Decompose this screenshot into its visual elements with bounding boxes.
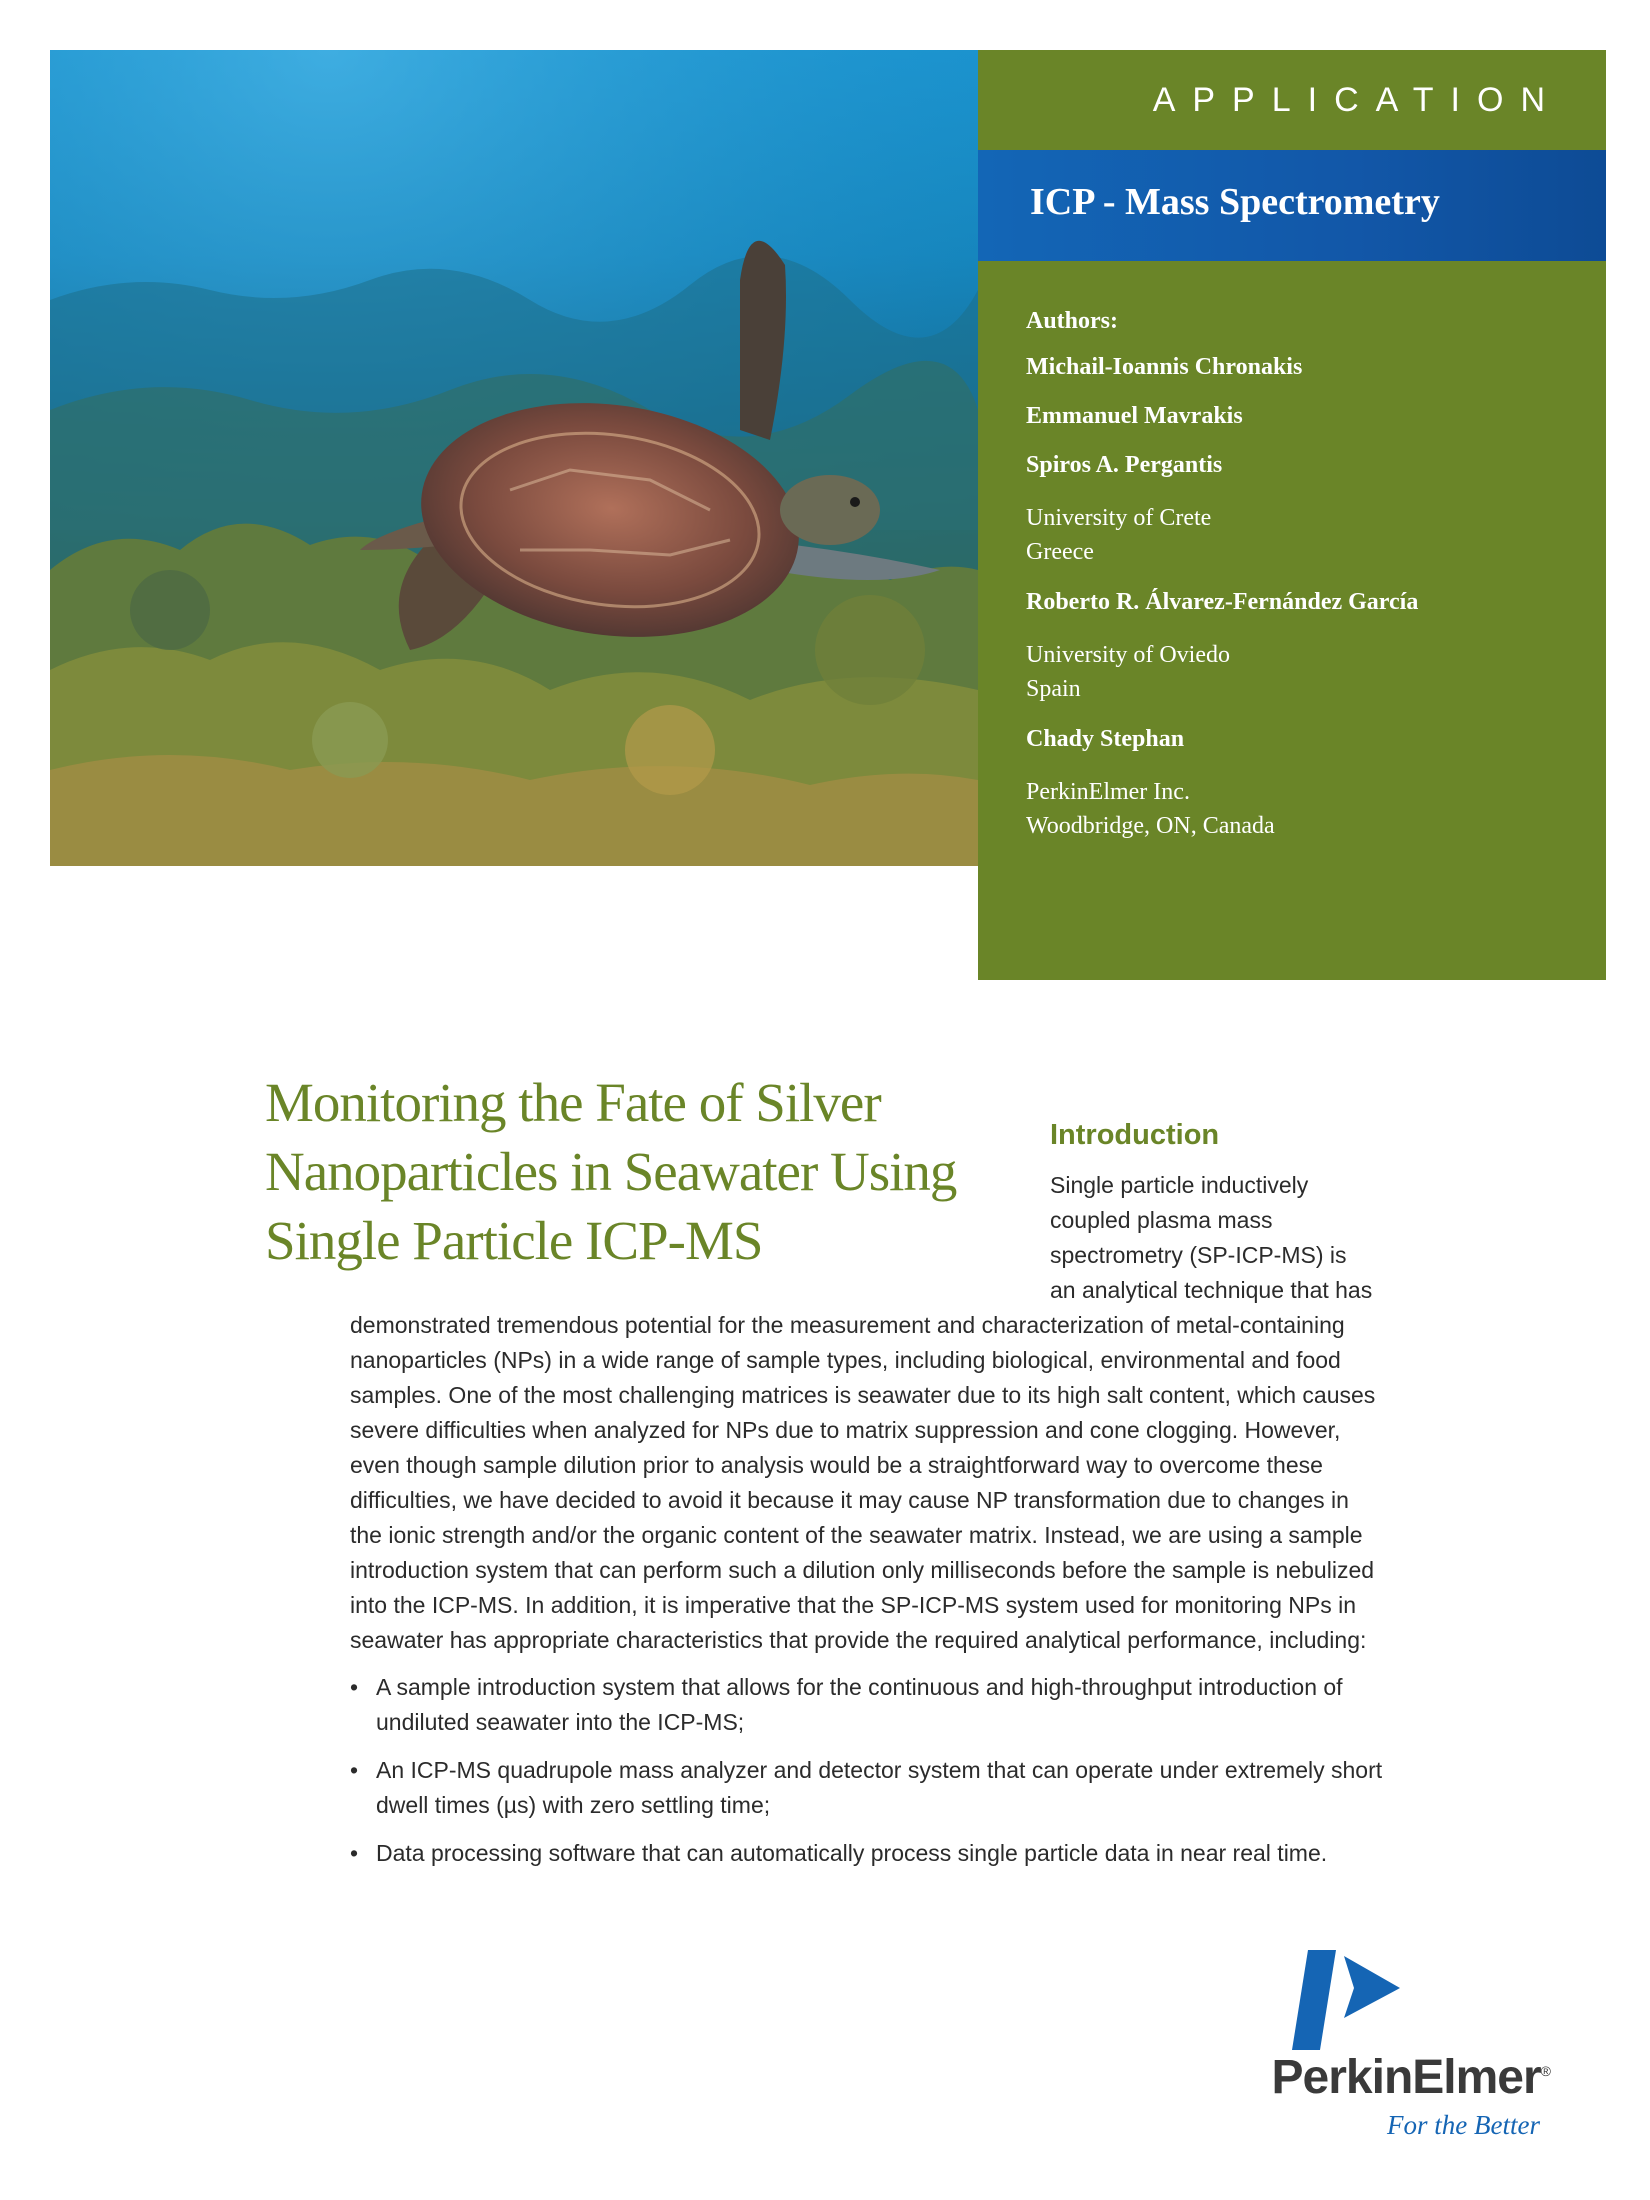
category-banner [978, 150, 1606, 261]
text-line: Data processing software that can automatically process single particle data in near real time. [376, 1840, 1328, 1866]
text-line: spectrometry (SP-ICP-MS) is [1050, 1242, 1347, 1268]
perkinelmer-mark-icon [1280, 1950, 1420, 2050]
document-title [265, 1068, 1005, 1275]
text-line: Single particle inductively [1050, 1172, 1309, 1198]
perkinelmer-logo [1210, 1950, 1590, 2140]
author-name: Emmanuel Mavrakis [1026, 403, 1243, 429]
text-line: the ionic strength and/or the organic content of the seawater matrix. Instead, we are using a sample [350, 1522, 1363, 1548]
list-item [350, 1670, 1410, 1740]
bullet-icon: • [350, 1674, 359, 1700]
sea-turtle-illustration [50, 50, 978, 866]
requirements-list [350, 1670, 1410, 1884]
introduction-heading: Introduction [1050, 1119, 1220, 1151]
list-item [350, 1753, 1410, 1823]
text-line: into the ICP-MS. In addition, it is imperative that the SP-ICP-MS system used for monitoring NPs in [350, 1592, 1357, 1618]
author-affiliation: University of Oviedo [1026, 642, 1230, 668]
text-line: seawater has appropriate characteristics that provide the required analytical performance, including: [350, 1627, 1367, 1653]
author-name: Spiros A. Pergantis [1026, 452, 1223, 478]
author-name: Chady Stephan [1026, 726, 1185, 752]
logo-wordmark: PerkinElmer® [1271, 2051, 1550, 2104]
author-affiliation: PerkinElmer Inc. [1026, 779, 1190, 805]
authors-block [1026, 308, 1418, 843]
authors-label: Authors: [1026, 308, 1119, 334]
title-line: Single Particle ICP-MS [265, 1210, 763, 1271]
category-title: ICP - Mass Spectrometry [1030, 181, 1440, 223]
author-affiliation: Greece [1026, 539, 1094, 565]
application-note-banner: APPLICATION [978, 50, 1606, 150]
logo-tagline: For the Better [1387, 2110, 1540, 2140]
text-line: severe difficulties when analyzed for NPs due to matrix suppression and cone clogging. However, [350, 1417, 1341, 1443]
title-line: Nanoparticles in Seawater Using [265, 1141, 957, 1202]
text-line: samples. One of the most challenging matrices is seawater due to its high salt content, which causes [350, 1382, 1376, 1408]
text-line: demonstrated tremendous potential for the measurement and characterization of metal-containing [350, 1312, 1345, 1338]
hero-photo-sea-turtle [50, 50, 978, 866]
text-line: nanoparticles (NPs) in a wide range of sample types, including biological, environmental and food [350, 1347, 1341, 1373]
bullet-icon: • [350, 1840, 359, 1866]
text-line: introduction system that can perform such a dilution only milliseconds before the sample is nebulized [350, 1557, 1375, 1583]
side-panel [978, 50, 1606, 980]
author-affiliation: Woodbridge, ON, Canada [1026, 813, 1275, 839]
text-line: difficulties, we have decided to avoid it because it may cause NP transformation due to changes in [350, 1487, 1349, 1513]
author-affiliation: Spain [1026, 676, 1081, 702]
title-line: Monitoring the Fate of Silver [265, 1072, 881, 1133]
text-line: An ICP-MS quadrupole mass analyzer and detector system that can operate under extremely short [376, 1757, 1383, 1783]
introduction-body-paragraph [350, 1308, 1400, 1658]
text-line: coupled plasma mass [1050, 1207, 1273, 1233]
text-line: A sample introduction system that allows for the continuous and high-throughput introduction of [376, 1674, 1343, 1700]
bullet-icon: • [350, 1757, 359, 1783]
introduction-lead-paragraph [1050, 1168, 1410, 1308]
author-name: Roberto R. Álvarez-Fernández García [1026, 589, 1419, 615]
text-line: undiluted seawater into the ICP-MS; [376, 1709, 745, 1735]
list-item [350, 1836, 1410, 1871]
text-line: dwell times (µs) with zero settling time; [376, 1792, 771, 1818]
author-affiliation: University of Crete [1026, 505, 1212, 531]
text-line: an analytical technique that has [1050, 1277, 1373, 1303]
text-line: even though sample dilution prior to analysis would be a straightforward way to overcome these [350, 1452, 1323, 1478]
author-name: Michail-Ioannis Chronakis [1026, 354, 1303, 380]
